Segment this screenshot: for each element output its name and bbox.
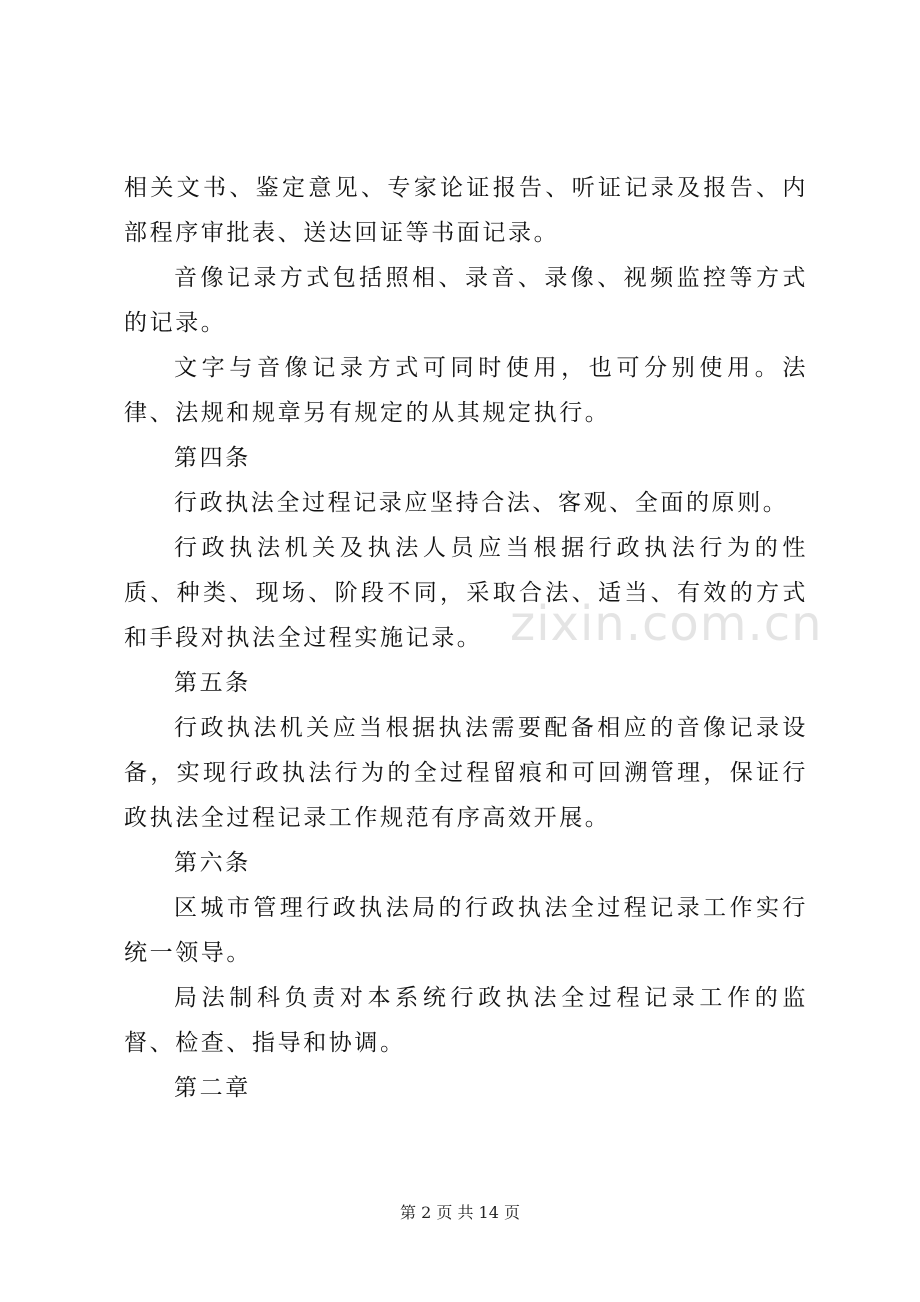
document-body [124, 166, 808, 1111]
paragraph-continuation: 相关文书、鉴定意见、专家论证报告、听证记录及报告、内部程序审批表、送达回证等书面记录。 [124, 175, 808, 246]
watermark-text: zixin.com.cn [510, 596, 823, 652]
chapter-heading-2: 第二章 [174, 1075, 251, 1101]
article-heading-6: 第六条 [174, 850, 251, 876]
paragraph-legal-section-duty: 局法制科负责对本系统行政执法全过程记录工作的监督、检查、指导和协调。 [124, 985, 808, 1056]
article-heading-5: 第五条 [174, 670, 251, 696]
paragraph-equipment: 行政执法机关应当根据执法需要配备相应的音像记录设备，实现行政执法行为的全过程留痕和可回溯管理，保证行政执法全过程记录工作规范有序高效开展。 [124, 715, 808, 831]
paragraph-audio-video-record: 音像记录方式包括照相、录音、录像、视频监控等方式的记录。 [124, 265, 808, 336]
paragraph-principles: 行政执法全过程记录应坚持合法、客观、全面的原则。 [174, 490, 789, 516]
paragraph-unified-leadership: 区城市管理行政执法局的行政执法全过程记录工作实行统一领导。 [124, 895, 808, 966]
article-heading-4: 第四条 [174, 445, 251, 471]
paragraph-text-and-video-usage: 文字与音像记录方式可同时使用，也可分别使用。法律、法规和规章另有规定的从其规定执行。 [124, 355, 808, 426]
paragraph-record-methods: 行政执法机关及执法人员应当根据行政执法行为的性质、种类、现场、阶段不同，采取合法、适当、有效的方式和手段对执法全过程实施记录。 [124, 535, 808, 651]
page-footer: 第 2 页 共 14 页 [400, 1203, 520, 1222]
